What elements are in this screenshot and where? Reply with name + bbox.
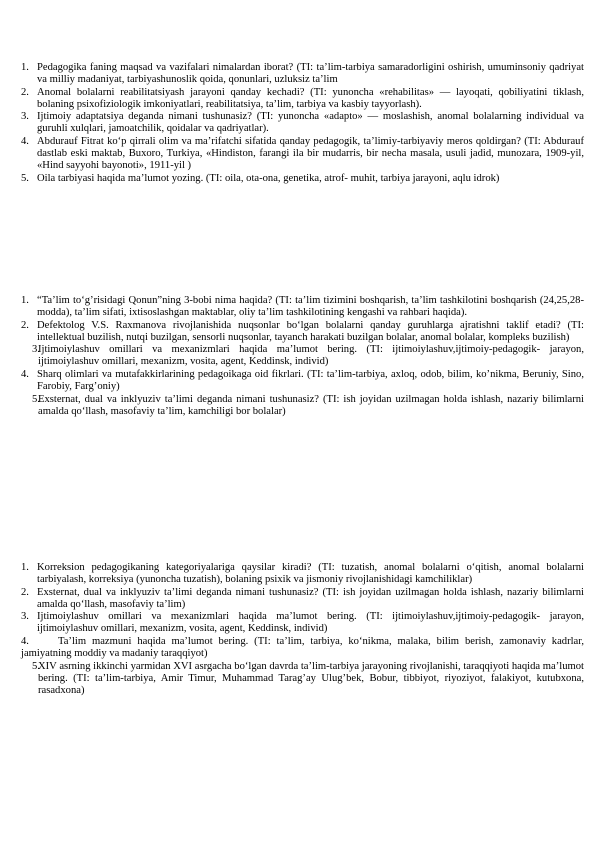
question-number: 4. — [21, 369, 29, 381]
question-item — [0, 562, 596, 586]
question-text: Anomal bolalarni reabilitatsiyash jarayoni qanday kechadi? (TI: yunoncha «rehabilitas» — layoqati, qobiliyatini tiklash, bolaning psixofiziologik imkoniyatlari, reabilitatsiya, ta’lim, tarbiya va kasbiy tayyorlash). — [37, 86, 584, 110]
question-block-1 — [0, 62, 596, 185]
question-number: 4. — [21, 636, 29, 648]
question-item — [0, 136, 596, 172]
question-number: 2. — [21, 586, 29, 598]
question-item — [0, 320, 596, 344]
question-item — [0, 661, 596, 697]
question-item — [0, 87, 596, 111]
question-text: Ta’lim mazmuni haqida ma’lumot bering. (TI: ta’lim, tarbiya, ko‘nikma, malaka, bilim berish, zamonaviy kadrlar, jamiyatning moddiy va madaniy taraqqiyot) — [21, 636, 584, 660]
question-text: Ijtimoiylashuv omillari va mexanizmlari haqida ma’lumot bering. (TI: ijtimoiylashuv,ijtimoiy-pedagogik- jarayon, ijtimoiylashuv omillari, mexanizm, vosita, agent, Keddinsk, individ) — [37, 611, 584, 635]
question-item — [0, 111, 596, 135]
question-block-2 — [0, 295, 596, 418]
question-text: Ijtimoiy adaptatsiya deganda nimani tushunasiz? (TI: yunoncha «adapto» — moslashish, anomal bolalarning individual va guruhli xulqlari, jamoatchilik, qoidalar va qadriyatlar). — [37, 111, 584, 135]
question-item — [0, 295, 596, 319]
question-text: Sharq olimlari va mutafakkirlarining pedagoikaga oid fikrlari. (TI: ta’lim-tarbiya, axloq, odob, bilim, ko’nikma, Beruniy, Sino, Farobiy, Farg’oniy) — [37, 369, 584, 393]
question-text: Pedagogika faning maqsad va vazifalari nimalardan iborat? (TI: ta’lim-tarbiya samaradorligini oshirish, umuminsoniy qadriyat va milliy madaniyat, tarbiyashunoslik qoida, qonunlari, uzluksiz ta’lim — [37, 62, 584, 86]
question-text: Defektolog V.S. Raxmanova rivojlanishida nuqsonlar bo‘lgan bolalarni qanday guruhlarga ajratishni taklif etadi? (TI: intellektual buzilish, nutqi buzilgan, sensorli nuqsonlar, tayanch harakati buzilgan bolalar, anomal bolalar, kompleks buzilish) — [37, 319, 584, 343]
question-block-3 — [0, 562, 596, 698]
question-item — [0, 344, 596, 368]
question-item — [0, 62, 596, 86]
question-item — [0, 636, 596, 660]
question-item — [0, 369, 596, 393]
question-number: 3. — [32, 344, 40, 356]
question-text: “Ta’lim to‘g’risidagi Qonun”ning 3-bobi nima haqida? (TI: ta’lim tizimini boshqarish, ta’lim tashkilotini boshqarish (24,25,28-modda), ta’lim sifati, ixtisoslashgan maktablar, oliy ta’lim tashkilotining kengashi va rahbari haqida). — [37, 295, 584, 319]
question-number: 3. — [21, 611, 29, 623]
question-number: 5. — [32, 660, 40, 672]
question-number: 2. — [21, 319, 29, 331]
question-item — [0, 611, 596, 635]
question-number: 2. — [21, 86, 29, 98]
question-text: Exsternat, dual va inklyuziv ta’limi deganda nimani tushunasiz? (TI: ish joyidan uzilmagan holda ishlash, nazariy bilimlarni amalda qo‘llash, masofaviy ta’lim, kamchiligi bor bolalar) — [38, 393, 584, 417]
question-number: 4. — [21, 136, 29, 148]
question-number: 1. — [21, 562, 29, 573]
question-number: 1. — [21, 62, 29, 73]
question-text: Ijtimoiylashuv omillari va mexanizmlari haqida ma’lumot bering. (TI: ijtimoiylashuv,ijtimoiy-pedagogik- jarayon, ijtimoiylashuv omillari, mexanizm, vosita, agent, Keddinsk, individ) — [38, 344, 584, 368]
question-item — [0, 394, 596, 418]
question-number: 1. — [21, 295, 29, 306]
question-item — [0, 587, 596, 611]
question-number: 3. — [21, 111, 29, 123]
question-text: Korreksion pedagogikaning kategoriyalariga qaysilar kiradi? (TI: tuzatish, anomal bolalarni o‘qitish, anomal bolalarni tarbiyalash, korreksiya (yunoncha tuzatish), bolaning psixik va jismoniy rivojlanishidagi kamchiliklar) — [37, 562, 584, 586]
question-text: Exsternat, dual va inklyuziv ta’limi deganda nimani tushunasiz? (TI: ish joyidan uzilmagan holda ishlash, nazariy bilimlarni amalda qo‘llash, masofaviy ta’lim) — [37, 586, 584, 610]
question-text: XIV asrning ikkinchi yarmidan XVI asrgacha bo‘lgan davrda ta’lim-tarbiya jarayoning rivojlanishi, taraqqiyoti haqida ma’lumot bering. (TI: ta’lim-tarbiya, Amir Timur, Muhammad Tarag’ay Ulug’bek, Bobur, tibbiyot, riyoziyot, falakiyot, kutubxona, rasadxona) — [38, 660, 584, 696]
question-item — [0, 173, 596, 185]
question-text: Abdurauf Fitrat ko‘p qirrali olim va ma’rifatchi sifatida qanday pedagogik, ta’limiy-tarbiyaviy meros qoldirgan? (TI: Abdurauf dastlab eski maktab, Buxoro, Turkiya, «Hindiston, farangi ila bir mudarris, bir necha masala, usuli jadid, munozara, 1909-yil, «Hind sayyohi bayonoti», 1911-yil ) — [37, 136, 584, 172]
question-number: 5. — [32, 393, 40, 405]
question-number: 5. — [21, 172, 29, 184]
question-text: Oila tarbiyasi haqida ma’lumot yozing. (TI: oila, ota-ona, genetika, atrof- muhit, tarbiya jarayoni, aqlu idrok) — [37, 172, 500, 184]
